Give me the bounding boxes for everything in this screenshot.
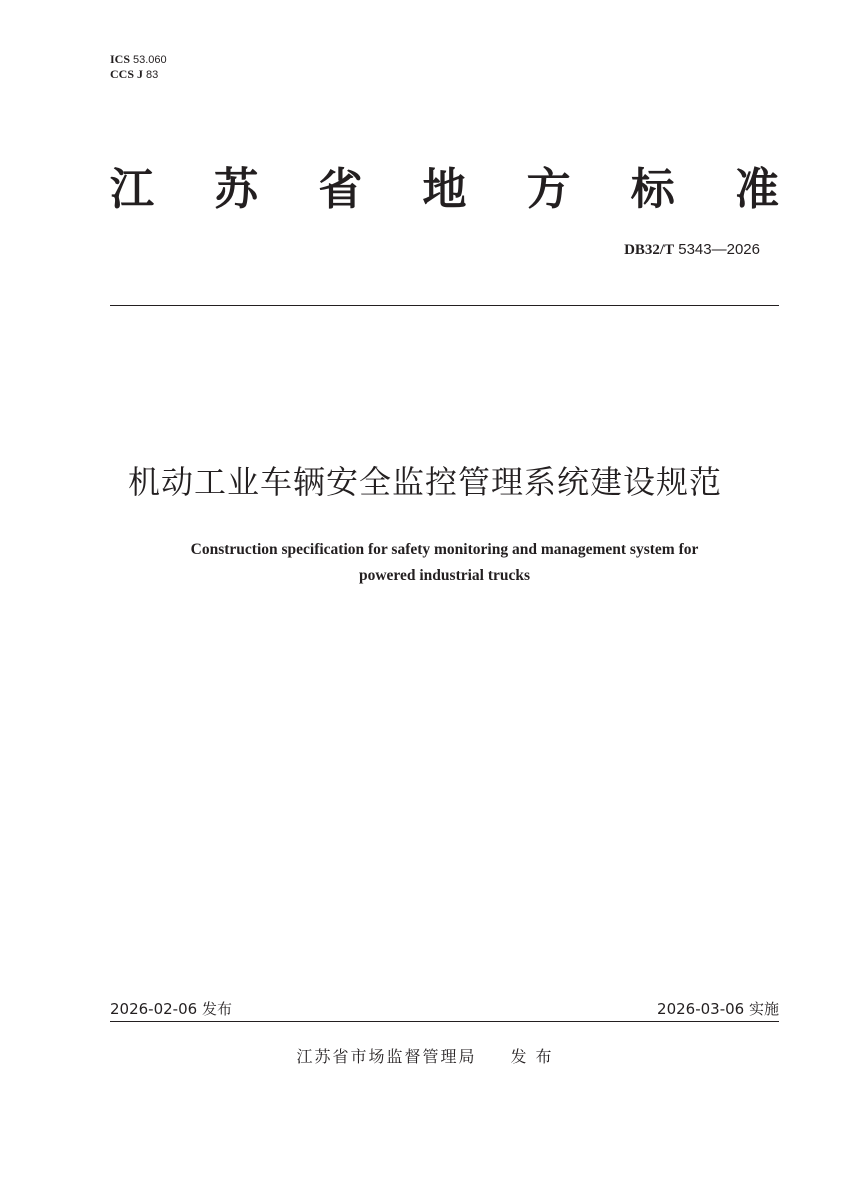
standard-type-heading [110,160,779,220]
issuer-action: 发 布 [510,1047,554,1066]
standard-number-value: 5343—2026 [678,241,760,258]
english-title-line-2: powered industrial trucks [358,567,531,584]
ccs-value: 83 [146,69,159,81]
standard-type-char: 江 [110,164,154,215]
standard-type-char: 苏 [214,164,259,215]
publish-date: 2026-02-06 发布 [110,1000,232,1018]
standard-type-char: 准 [734,164,779,215]
ics-label: ICS [110,52,131,66]
ics-code [110,52,167,67]
standard-number [624,241,760,259]
ccs-label: CCS [110,67,135,81]
document-title-english [110,537,779,589]
standard-number-prefix: DB32/T [624,242,675,258]
standard-type-char: 地 [422,164,467,215]
classification-codes [110,52,167,82]
implement-date: 2026-03-06 实施 [657,1000,779,1018]
english-title-line-1: Construction specification for safety monitoring and management system for [190,541,699,558]
bottom-divider [110,1021,779,1022]
document-title-chinese: 机动工业车辆安全监控管理系统建设规范 [127,463,722,501]
standard-type-char: 省 [318,164,363,215]
date-row [110,999,779,1019]
top-divider [110,305,779,306]
standard-type-char: 标 [630,164,675,215]
ccs-code [110,67,167,82]
issuer-line [0,1046,850,1068]
ics-value: 53.060 [133,54,167,66]
standard-type-char: 方 [526,164,571,215]
ccs-letter: J [137,67,144,81]
issuer-name: 江苏省市场监督管理局 [296,1047,477,1066]
